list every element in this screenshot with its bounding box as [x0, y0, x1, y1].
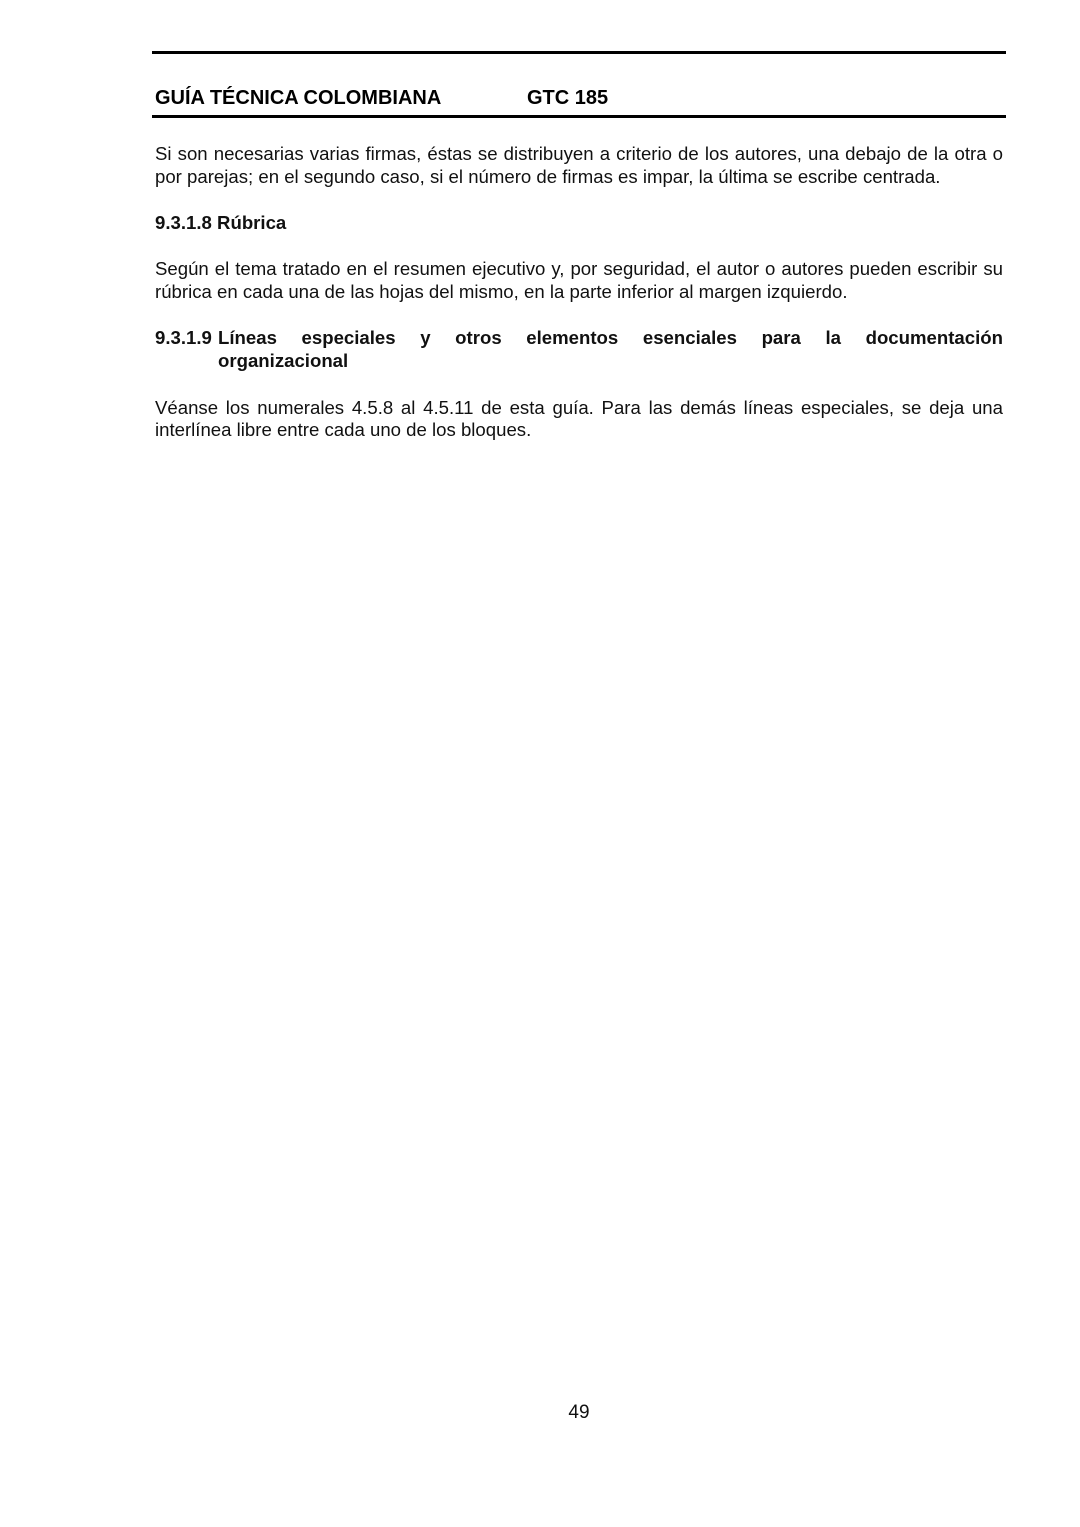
heading-line-1: Líneas especiales y otros elementos esenciales para la documentación — [218, 326, 1003, 348]
section-paragraph-9-3-1-8: Según el tema tratado en el resumen ejecutivo y, por seguridad, el autor o autores pueden escribir su rúbrica en cada una de las hojas del mismo, en la parte inferior al margen izquierdo. — [155, 258, 1003, 303]
header-top-rule — [152, 51, 1006, 54]
spacer — [155, 304, 1003, 327]
spacer — [155, 189, 1003, 212]
section-number: 9.3.1.9 — [155, 326, 212, 348]
heading-line-2: organizacional — [218, 349, 349, 371]
header-bottom-rule — [152, 115, 1006, 118]
spacer — [155, 234, 1003, 258]
section-paragraph-9-3-1-9: Véanse los numerales 4.5.8 al 4.5.11 de esta guía. Para las demás líneas especiales, se deja una interlínea libre entre cada uno de los bloques. — [155, 396, 1003, 441]
page-number: 49 — [568, 1402, 590, 1423]
section-heading-9-3-1-9 — [155, 327, 1003, 373]
page-body — [155, 143, 1003, 442]
document-code: GTC 185 — [527, 87, 609, 109]
spacer — [155, 373, 1003, 397]
intro-paragraph: Si son necesarias varias firmas, éstas se distribuyen a criterio de los autores, una debajo de la otra o por parejas; en el segundo caso, si el número de firmas es impar, la última se escribe centrada. — [155, 143, 1003, 187]
document-series-title: GUÍA TÉCNICA COLOMBIANA — [155, 87, 442, 109]
section-heading-9-3-1-8: 9.3.1.8 Rúbrica — [155, 211, 287, 233]
section-heading-text — [218, 327, 1003, 373]
